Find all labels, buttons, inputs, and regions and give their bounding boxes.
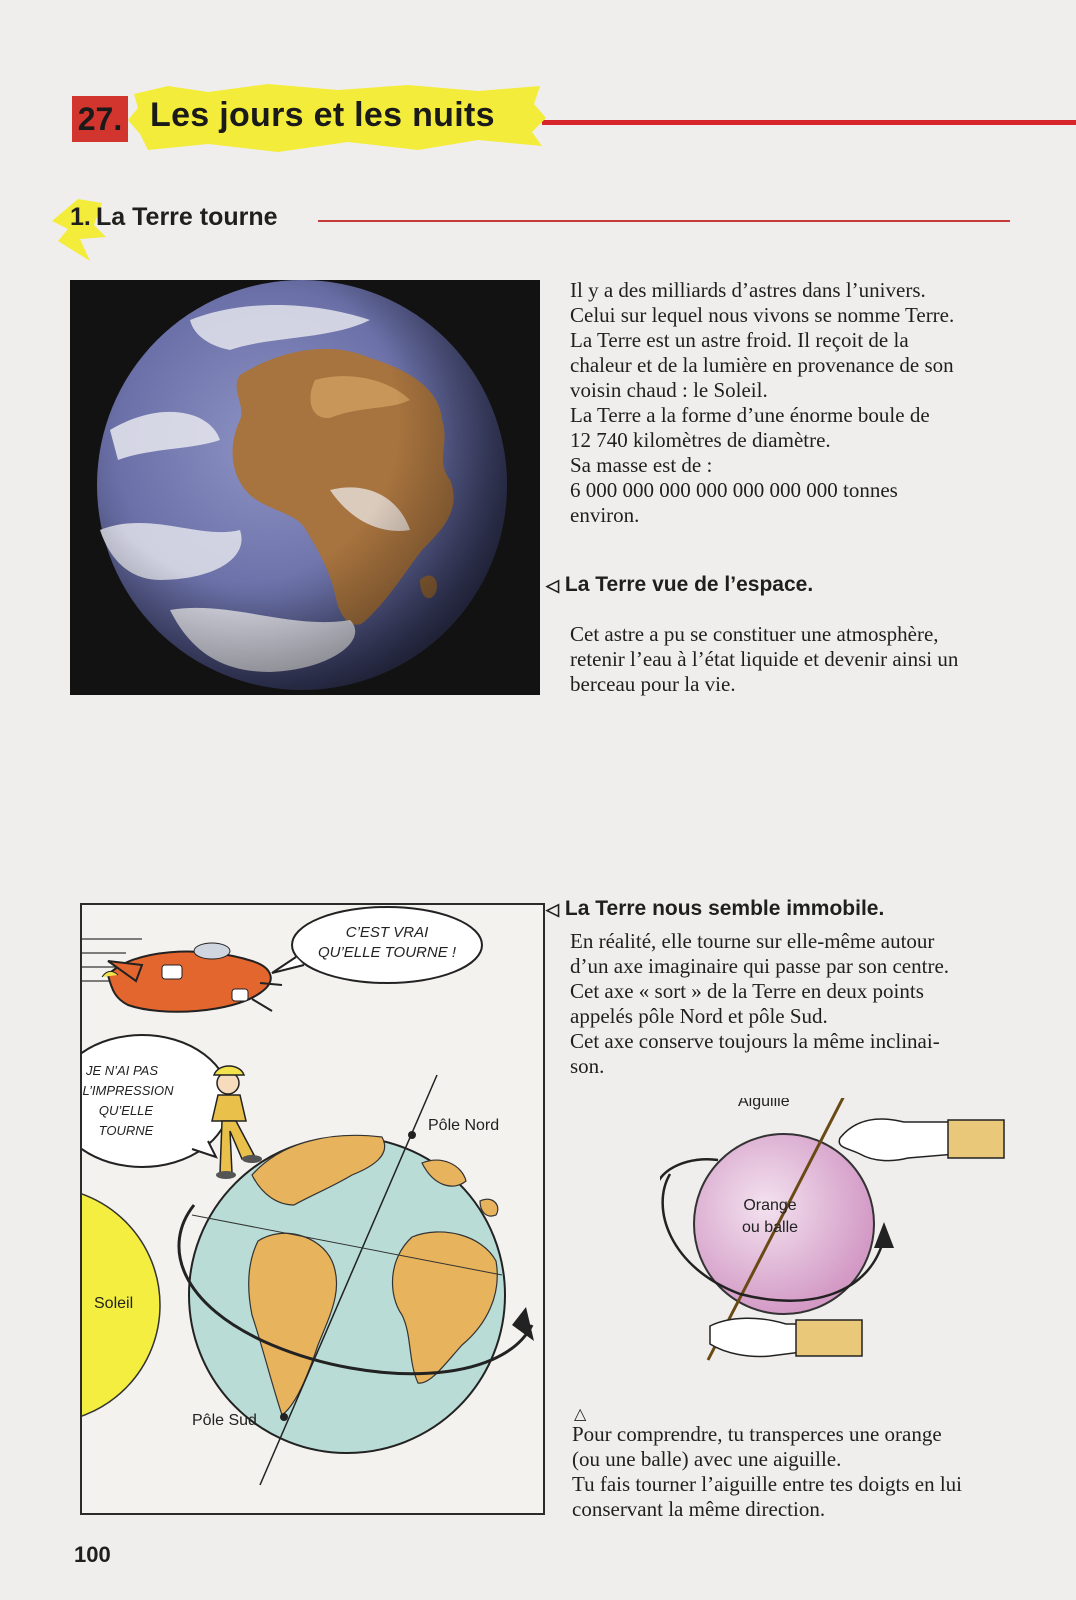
text-line: 12 740 kilomètres de diamètre. (570, 428, 831, 452)
caption-text: La Terre vue de l’espace. (564, 573, 814, 596)
needle-label: Aiguille (738, 1098, 790, 1110)
text-line: En réalité, elle tourne sur elle-même autour (570, 929, 935, 953)
sun-label: Soleil (94, 1295, 134, 1312)
ball-label: Orange (743, 1197, 797, 1214)
rocket-icon (102, 943, 282, 1012)
text-line: La Terre est un astre froid. Il reçoit de la (570, 328, 909, 352)
axis-paragraph (570, 929, 1032, 1079)
text-line: d’un axe imaginaire qui passe par son centre. (570, 954, 950, 978)
text-line: Celui sur lequel nous vivons se nomme Terre. (570, 303, 955, 327)
intro-paragraph (570, 278, 1030, 528)
text-line: Il y a des milliards d’astres dans l’univers. (570, 278, 926, 302)
text-line: La Terre a la forme d’une énorme boule de (570, 403, 930, 427)
section-header (50, 195, 1010, 265)
north-pole-label: Pôle Nord (428, 1117, 500, 1134)
text-line: chaleur et de la lumière en provenance de son (570, 353, 954, 377)
atmosphere-paragraph (570, 622, 1032, 697)
triangle-marker-icon: △ (574, 1406, 587, 1423)
hand-bottom-icon (710, 1318, 862, 1356)
speech-bubble-kid (82, 1035, 230, 1167)
chapter-rule (542, 120, 1076, 125)
text-line: retenir l’eau à l’état liquide et devenir ainsi un (570, 647, 959, 671)
caption-text: La Terre nous semble immobile. (564, 897, 885, 920)
page-number: 100 (74, 1542, 111, 1567)
bubble-line: TOURNE (98, 1123, 154, 1138)
earth-photo-caption (546, 573, 813, 597)
text-line: Tu fais tourner l’aiguille entre tes doigts en lui (572, 1472, 962, 1496)
caption-pointer-icon: ◁ (546, 576, 560, 595)
rotation-comic-illustration (80, 903, 545, 1515)
earth-photo (70, 280, 540, 695)
text-line: environ. (570, 503, 640, 527)
bubble-line: L’IMPRESSION (82, 1083, 174, 1098)
section-rule (318, 220, 1010, 222)
ball-label: ou balle (741, 1219, 799, 1236)
text-line: voisin chaud : le Soleil. (570, 378, 768, 402)
text-line: (ou une balle) avec une aiguille. (572, 1447, 842, 1471)
bubble-line: QU’ELLE (98, 1103, 154, 1118)
text-line: son. (570, 1054, 605, 1078)
chapter-number: 27. (72, 96, 128, 142)
text-line: Cet axe « sort » de la Terre en deux points (570, 979, 924, 1003)
immobile-caption (546, 897, 884, 921)
orange-paragraph (572, 1422, 1034, 1522)
section-number: 1. (70, 203, 91, 231)
caption-pointer-icon: ◁ (546, 900, 560, 919)
bubble-line: C’EST VRAI (345, 924, 429, 941)
chapter-header (72, 84, 1076, 154)
speech-bubble-rocket (272, 907, 482, 983)
text-line: Cet astre a pu se constituer une atmosphère, (570, 622, 939, 646)
bubble-line: QU’ELLE TOURNE ! (317, 944, 457, 961)
section-title: La Terre tourne (96, 203, 278, 231)
hand-top-icon (839, 1119, 1004, 1161)
text-line: 6 000 000 000 000 000 000 000 tonnes (570, 478, 898, 502)
bubble-line: JE N’AI PAS (85, 1063, 159, 1078)
south-pole-label: Pôle Sud (192, 1412, 257, 1429)
orange-needle-illustration (660, 1098, 1010, 1418)
text-line: Pour comprendre, tu transperces une orange (572, 1422, 942, 1446)
text-line: berceau pour la vie. (570, 672, 736, 696)
text-line: appelés pôle Nord et pôle Sud. (570, 1004, 828, 1028)
text-line: conservant la même direction. (572, 1497, 826, 1521)
text-line: Sa masse est de : (570, 453, 713, 477)
chapter-title: Les jours et les nuits (150, 96, 495, 134)
text-line: Cet axe conserve toujours la même inclinai- (570, 1029, 940, 1053)
